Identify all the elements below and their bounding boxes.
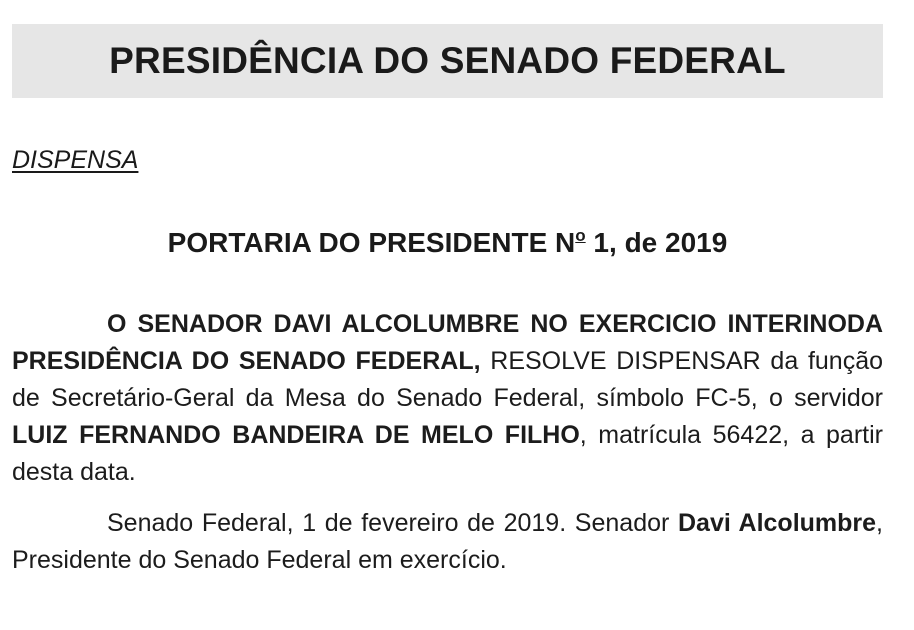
- signature-paragraph: [12, 505, 883, 579]
- header-banner: [12, 24, 883, 98]
- section-label: DISPENSA: [12, 146, 139, 174]
- ordinance-title: [12, 226, 883, 259]
- ordinance-title-suffix: 1, de 2019: [585, 227, 728, 258]
- resolution-text-2: , matrícula 56422, a partir desta data.: [12, 421, 883, 486]
- signature-text-2: , Presidente do Senado Federal em exercício.: [12, 509, 883, 574]
- employee-name: LUIZ FERNANDO BANDEIRA DE MELO FILHO: [12, 421, 580, 449]
- resolution-paragraph: [12, 306, 883, 491]
- signatory-name: Davi Alcolumbre: [677, 509, 877, 537]
- signature-text-1: Senado Federal, 1 de fevereiro de 2019. Senador: [107, 509, 678, 537]
- page-title: PRESIDÊNCIA DO SENADO FEDERAL: [109, 40, 786, 81]
- resolution-text-1: RESOLVE DISPENSAR da função de Secretário-Geral da Mesa do Senado Federal, símbolo FC-5, o servidor: [12, 347, 884, 412]
- ordinance-title-prefix: PORTARIA DO PRESIDENTE N: [167, 227, 576, 258]
- ordinal-mark: o: [575, 226, 586, 245]
- resolution-opening: O SENADOR DAVI ALCOLUMBRE NO EXERCICIO INTERINODA PRESIDÊNCIA DO SENADO FEDERAL,: [12, 310, 883, 375]
